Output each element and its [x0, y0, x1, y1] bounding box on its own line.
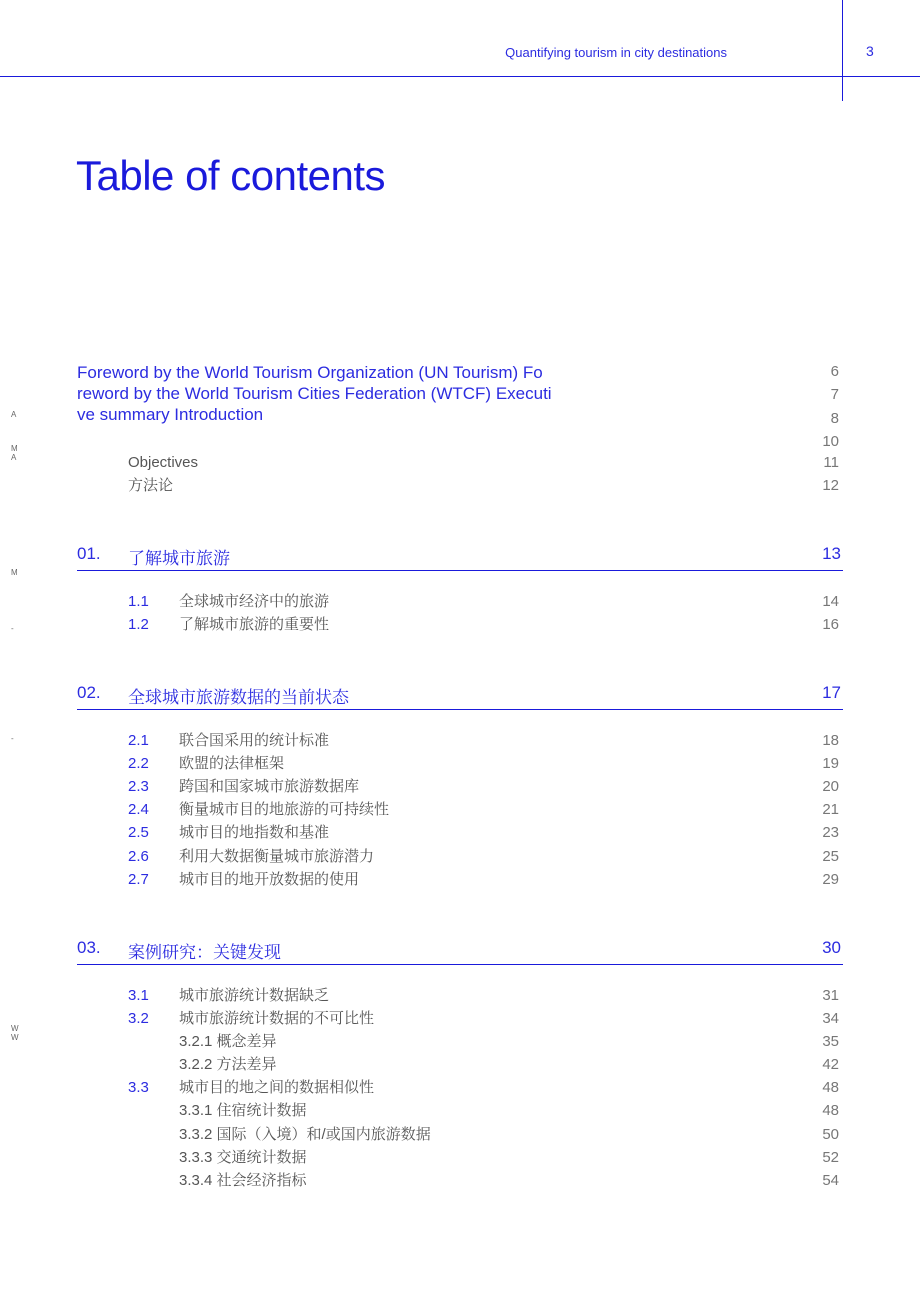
toc-entry-page: 48 — [822, 1079, 839, 1096]
toc-subentry[interactable] — [0, 1124, 920, 1146]
toc-entry-number: 2.2 — [128, 755, 149, 772]
foreword-line[interactable]: Foreword by the World Tourism Organization (UN Tourism) Fo — [77, 363, 543, 382]
toc-entry-page: 42 — [822, 1056, 839, 1073]
section-page: 13 — [822, 544, 841, 563]
toc-entry[interactable] — [0, 1077, 920, 1099]
toc-entry-number: 1.2 — [128, 616, 149, 633]
toc-entry-label: 城市目的地之间的数据相似性 — [179, 1079, 375, 1096]
margin-mark: M A — [11, 444, 18, 462]
toc-entry-page: 34 — [822, 1010, 839, 1027]
section-heading-01[interactable] — [77, 544, 843, 571]
toc-entry-label: 欧盟的法律框架 — [179, 755, 285, 772]
section-title: 案例研究：关键发现 — [128, 943, 281, 962]
foreword-pages — [822, 360, 839, 453]
toc-entry-number: 2.5 — [128, 824, 149, 841]
section-heading-02[interactable] — [77, 683, 843, 710]
toc-entry-page: 16 — [822, 616, 839, 633]
foreword-line[interactable]: ve summary Introduction — [77, 405, 264, 424]
toc-entry-page: 48 — [822, 1102, 839, 1119]
toc-entry[interactable] — [0, 776, 920, 798]
page-title: Table of contents — [76, 152, 386, 199]
toc-entry-page: 25 — [822, 848, 839, 865]
foreword-line[interactable]: reword by the World Tourism Cities Federation (WTCF) Executi — [77, 384, 552, 403]
toc-entry[interactable] — [0, 730, 920, 752]
page-ref: 6 — [830, 363, 839, 380]
section-title: 全球城市旅游数据的当前状态 — [128, 688, 349, 707]
section-title: 了解城市旅游 — [128, 549, 230, 568]
toc-entry-page: 12 — [822, 477, 839, 494]
page-ref: 8 — [830, 409, 839, 427]
toc-entry[interactable] — [0, 985, 920, 1007]
toc-subentry[interactable] — [0, 1031, 920, 1053]
toc-entry-number: 2.4 — [128, 801, 149, 818]
toc-entry-page: 19 — [822, 755, 839, 772]
toc-entry-label: 3.2.2 方法差异 — [179, 1056, 277, 1073]
toc-entry-page: 50 — [822, 1126, 839, 1143]
page-ref: 10 — [822, 432, 839, 450]
toc-entry-number: 3.3 — [128, 1079, 149, 1096]
page-number: 3 — [866, 43, 874, 59]
foreword-links[interactable] — [77, 362, 552, 425]
toc-entry-label: 城市目的地指数和基准 — [179, 824, 330, 841]
toc-entry-label: 城市旅游统计数据的不可比性 — [179, 1010, 375, 1027]
margin-mark: - — [11, 624, 14, 633]
section-page: 17 — [822, 683, 841, 702]
header-rule — [0, 76, 920, 77]
toc-entry-label: 3.3.1 住宿统计数据 — [179, 1102, 307, 1119]
section-number: 02. — [77, 683, 101, 702]
toc-entry-page: 52 — [822, 1149, 839, 1166]
toc-entry-label: Objectives — [128, 454, 199, 471]
toc-entry-page: 31 — [822, 987, 839, 1004]
toc-entry[interactable] — [0, 846, 920, 868]
toc-entry-label: 了解城市旅游的重要性 — [179, 616, 330, 633]
margin-mark: M — [11, 568, 18, 577]
toc-entry-objectives[interactable] — [0, 452, 920, 474]
toc-entry-label: 全球城市经济中的旅游 — [179, 593, 330, 610]
toc-entry[interactable] — [0, 753, 920, 775]
toc-subentry[interactable] — [0, 1100, 920, 1122]
toc-entry-page: 21 — [822, 801, 839, 818]
toc-entry-page: 18 — [822, 732, 839, 749]
toc-entry[interactable] — [0, 1008, 920, 1030]
toc-entry-page: 14 — [822, 593, 839, 610]
margin-mark: W W — [11, 1024, 19, 1042]
toc-subentry[interactable] — [0, 1054, 920, 1076]
toc-entry-number: 2.6 — [128, 848, 149, 865]
toc-entry-label: 3.3.4 社会经济指标 — [179, 1172, 307, 1189]
header-title: Quantifying tourism in city destinations — [505, 45, 727, 60]
toc-entry-page: 35 — [822, 1033, 839, 1050]
toc-entry-number: 2.3 — [128, 778, 149, 795]
toc-entry-label: 利用大数据衡量城市旅游潜力 — [179, 848, 375, 865]
toc-entry-page: 29 — [822, 871, 839, 888]
margin-mark: A — [11, 410, 17, 419]
section-number: 01. — [77, 544, 101, 563]
header-divider — [842, 0, 843, 101]
toc-entry-methodology[interactable] — [0, 475, 920, 497]
toc-entry[interactable] — [0, 799, 920, 821]
toc-entry[interactable] — [0, 869, 920, 891]
toc-entry-label: 城市旅游统计数据缺乏 — [179, 987, 330, 1004]
toc-subentry[interactable] — [0, 1170, 920, 1192]
toc-entry-number: 3.2 — [128, 1010, 149, 1027]
margin-mark: - — [11, 734, 14, 743]
page-ref: 7 — [830, 386, 839, 404]
toc-entry-label: 跨国和国家城市旅游数据库 — [179, 778, 360, 795]
section-page: 30 — [822, 938, 841, 957]
toc-entry-label: 3.3.3 交通统计数据 — [179, 1149, 307, 1166]
toc-entry[interactable] — [0, 591, 920, 613]
toc-entry-label: 联合国采用的统计标准 — [179, 732, 330, 749]
toc-entry-label: 3.2.1 概念差异 — [179, 1033, 277, 1050]
toc-entry[interactable] — [0, 614, 920, 636]
toc-subentry[interactable] — [0, 1147, 920, 1169]
toc-entry-number: 2.1 — [128, 732, 149, 749]
toc-entry-label: 衡量城市目的地旅游的可持续性 — [179, 801, 390, 818]
toc-entry-page: 11 — [823, 454, 839, 471]
section-number: 03. — [77, 938, 101, 957]
toc-entry-number: 2.7 — [128, 871, 149, 888]
toc-entry[interactable] — [0, 822, 920, 844]
section-heading-03[interactable] — [77, 938, 843, 965]
toc-entry-label: 城市目的地开放数据的使用 — [179, 871, 360, 888]
toc-entry-number: 3.1 — [128, 987, 149, 1004]
toc-entry-page: 23 — [822, 824, 839, 841]
toc-entry-label: 方法论 — [128, 477, 174, 494]
toc-entry-page: 20 — [822, 778, 839, 795]
toc-entry-label: 3.3.2 国际（入境）和/或国内旅游数据 — [179, 1126, 431, 1143]
toc-entry-number: 1.1 — [128, 593, 149, 610]
toc-entry-page: 54 — [822, 1172, 839, 1189]
